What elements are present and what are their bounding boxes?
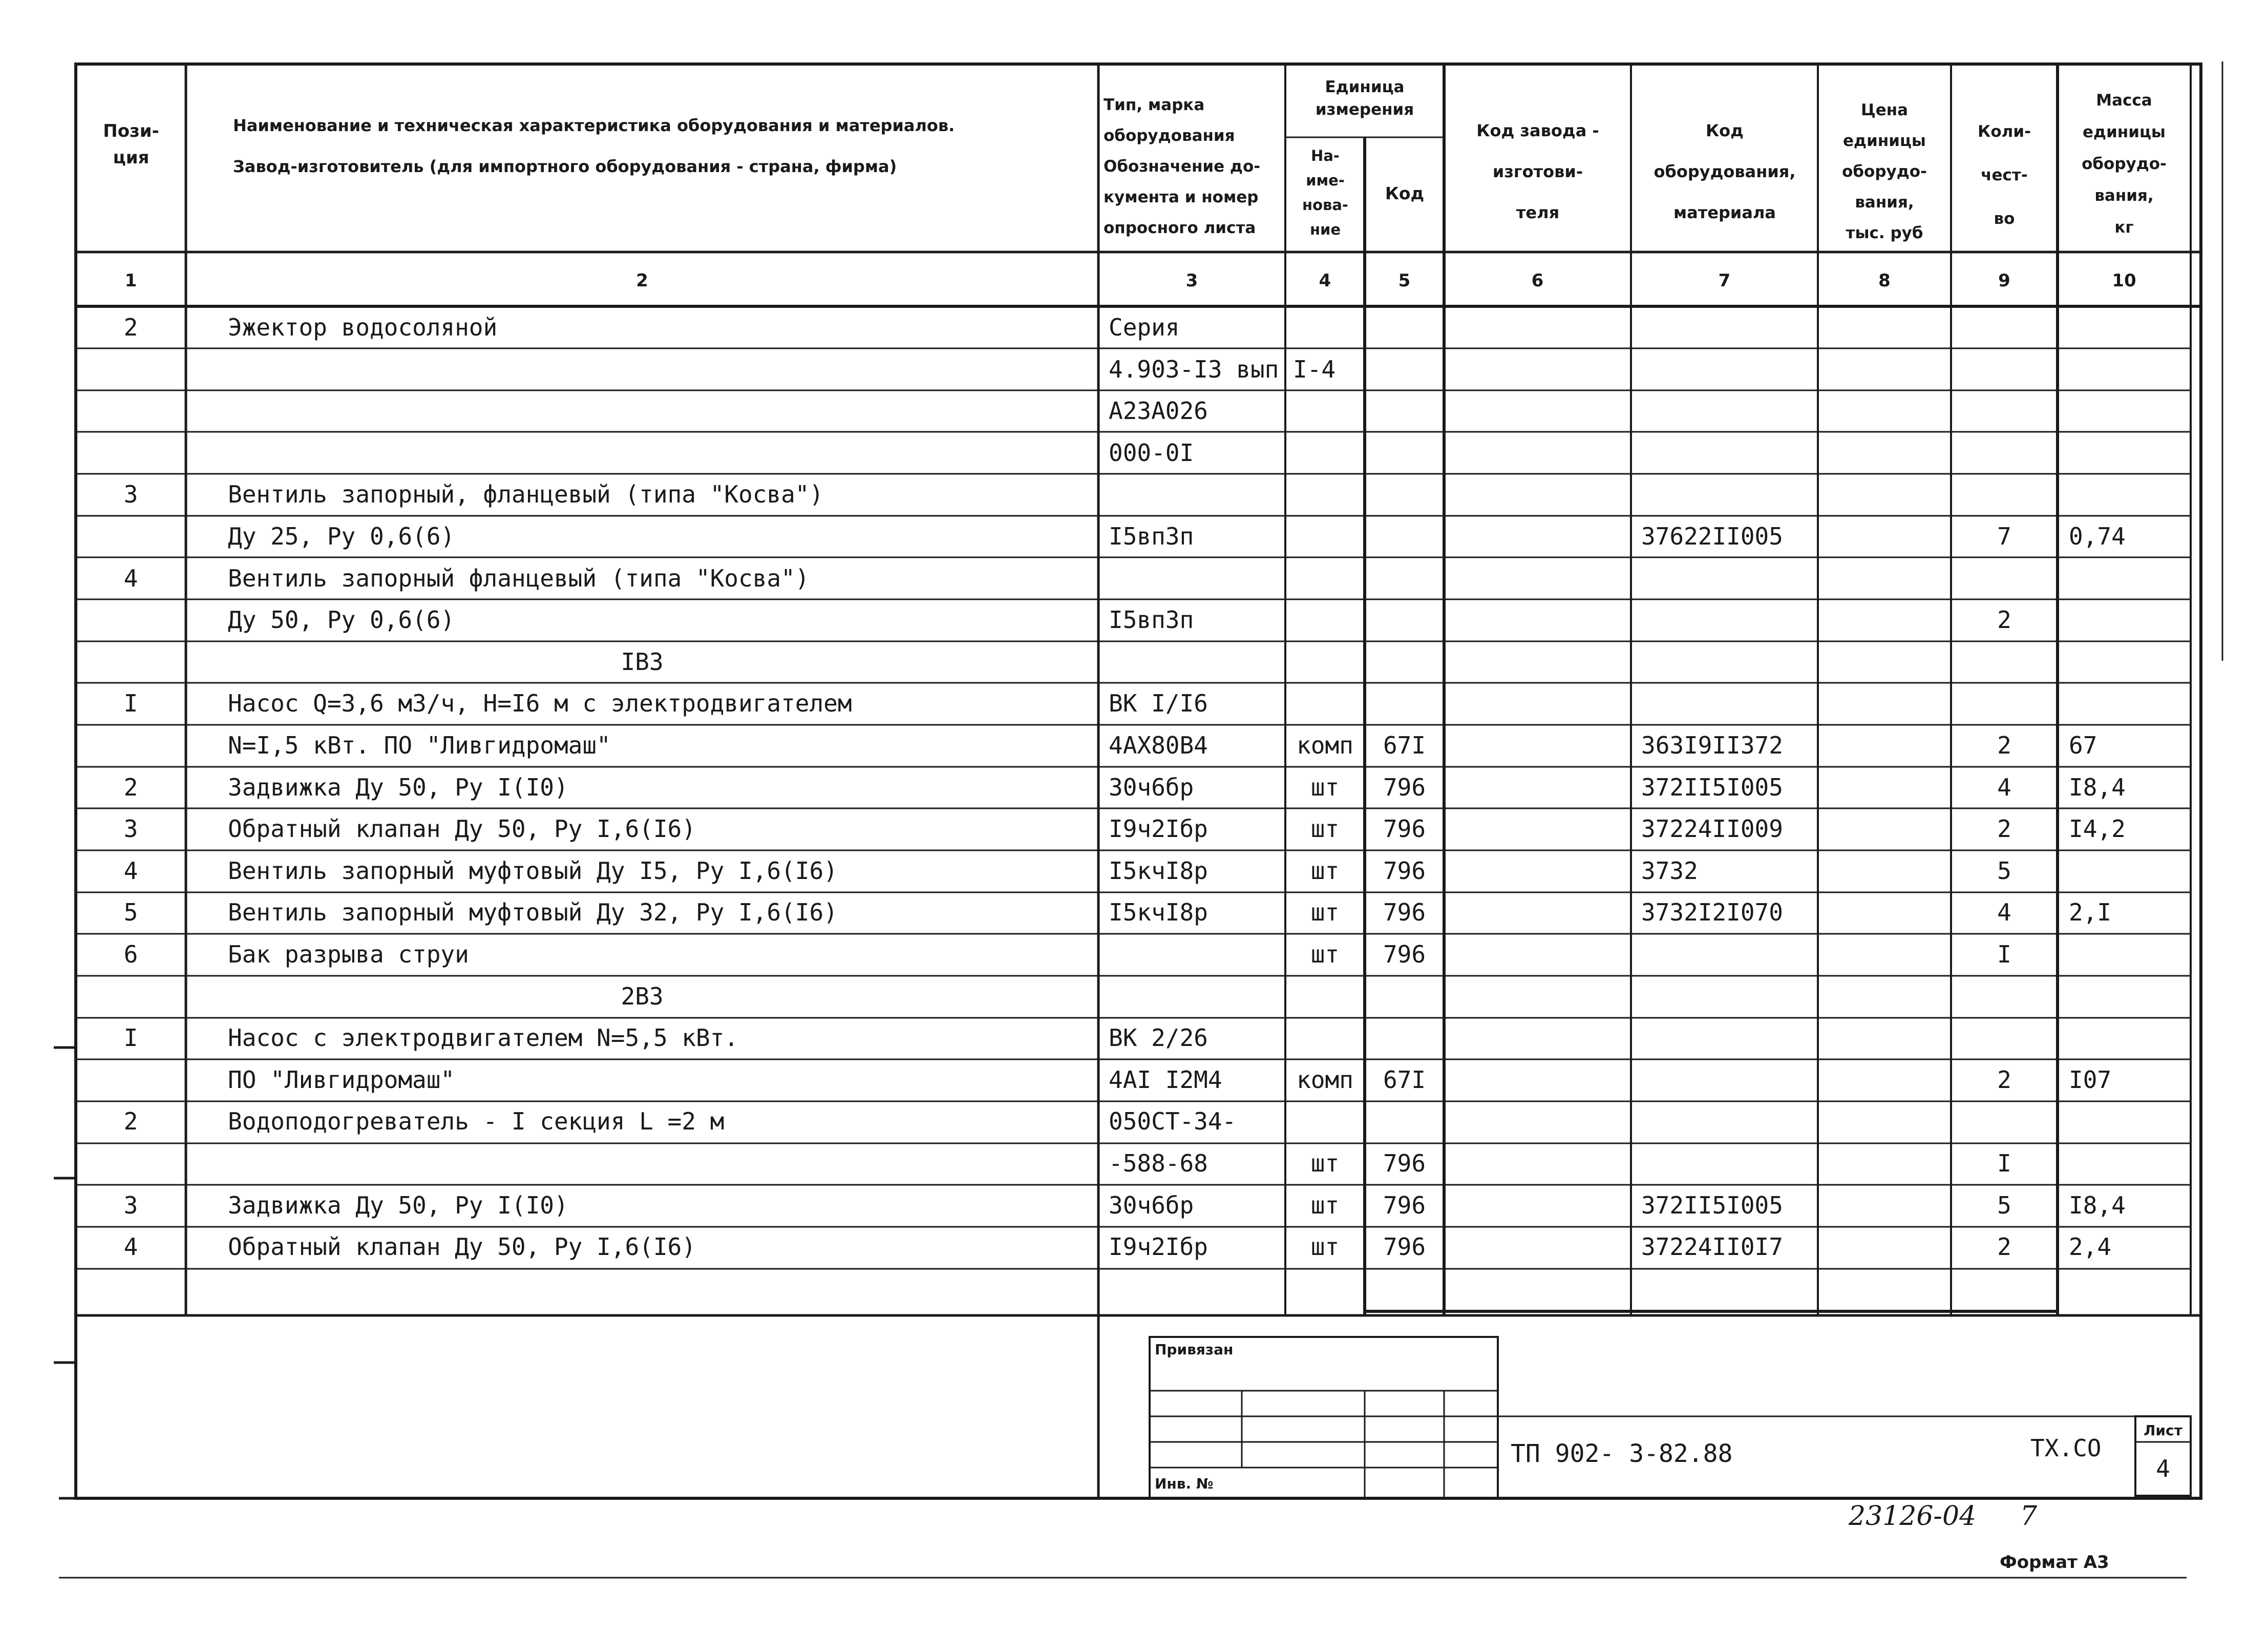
header-equipment-line: оборудования,: [1654, 162, 1796, 181]
cell-quantity: 2: [1997, 815, 2011, 843]
cell-type: 30ч6бр: [1109, 1191, 1194, 1219]
handwritten-note: 23126-04: [1849, 1501, 1977, 1532]
header-price-line: единицы: [1843, 132, 1926, 150]
cell-name: Ду 25, Ру 0,6(6): [228, 522, 455, 550]
cell-unit: комп: [1297, 1065, 1353, 1094]
cell-type: 000-0I: [1109, 438, 1194, 467]
cell-equipment-code: 372II5I005: [1641, 773, 1783, 801]
header-quantity-line: Коли-: [1978, 122, 2031, 141]
cell-position: 4: [123, 1233, 138, 1261]
header-type-line: Тип, марка: [1104, 96, 1205, 114]
cell-name: Насос Q=3,6 м3/ч, Н=I6 м с электродвигателем: [228, 689, 852, 718]
cell-name: Задвижка Ду 50, Ру I(I0): [228, 1191, 568, 1219]
cell-unit-code: 796: [1383, 898, 1426, 927]
cell-unit: шт: [1310, 773, 1340, 801]
header-type-line: кумента и номер: [1104, 188, 1259, 206]
col-number: 3: [1185, 270, 1198, 291]
cell-position: 3: [123, 480, 138, 509]
cell-name: Вентиль запорный, фланцевый (типа "Косва"): [228, 480, 824, 509]
header-mass-line: вания,: [2094, 186, 2154, 205]
cell-unit: шт: [1310, 856, 1340, 885]
cell-name: 2В3: [621, 982, 664, 1010]
cell-equipment-code: 363I9II372: [1641, 731, 1783, 759]
cell-equipment-code: 3732: [1641, 856, 1698, 885]
cell-unit: шт: [1310, 815, 1340, 843]
cell-name: Водоподогреватель - I секция L =2 м: [228, 1107, 725, 1136]
cell-type: А23А026: [1109, 397, 1208, 425]
cell-mass: I8,4: [2069, 1191, 2126, 1219]
cell-type: ВК 2/26: [1109, 1024, 1208, 1052]
cell-type: 4.903-I3 вып I-4: [1109, 355, 1336, 383]
cell-quantity: I: [1997, 1149, 2011, 1177]
cell-name: Обратный клапан Ду 50, Ру I,6(I6): [228, 1233, 696, 1261]
cell-unit-code: 67I: [1383, 731, 1426, 759]
header-price-line: тыс. руб: [1846, 224, 1923, 242]
cell-equipment-code: 372II5I005: [1641, 1191, 1783, 1219]
header-factory-line: изготови-: [1492, 162, 1583, 181]
cell-type: I5вп3п: [1109, 522, 1194, 550]
cell-equipment-code: 37622II005: [1641, 522, 1783, 550]
cell-position: 3: [123, 815, 138, 843]
header-type-line: опросного листа: [1104, 219, 1256, 237]
cell-unit-code: 796: [1383, 1149, 1426, 1177]
cell-unit-code: 796: [1383, 815, 1426, 843]
cell-unit: шт: [1310, 1149, 1340, 1177]
cell-name: Бак разрыва струи: [228, 940, 469, 968]
cell-type: 4АI I2М4: [1109, 1065, 1222, 1094]
cell-quantity: 5: [1997, 856, 2011, 885]
header-unit-name-line: ние: [1309, 221, 1341, 238]
cell-position: 4: [123, 564, 138, 592]
header-type-line: Обозначение до-: [1104, 157, 1261, 176]
header-quantity-line: чест-: [1981, 166, 2028, 184]
col-number: 10: [2112, 270, 2136, 291]
cell-name: Вентиль запорный фланцевый (типа "Косва"): [228, 564, 810, 592]
cell-mass: 67: [2069, 731, 2097, 759]
stamp-inv-label: Инв. №: [1155, 1475, 1214, 1492]
handwritten-number: 7: [2020, 1501, 2038, 1532]
header-unit-line: Единица: [1325, 78, 1405, 96]
cell-unit-code: 796: [1383, 1191, 1426, 1219]
header-unit-line: измерения: [1315, 100, 1414, 119]
cell-name: IВ3: [621, 647, 664, 676]
cell-position: 5: [123, 898, 138, 927]
col-number: 1: [124, 270, 137, 291]
cell-quantity: 4: [1997, 898, 2011, 927]
cell-position: I: [123, 689, 138, 718]
cell-position: 2: [123, 773, 138, 801]
cell-unit-code: 796: [1383, 940, 1426, 968]
col-number: 7: [1718, 270, 1731, 291]
header-unit-name-line: име-: [1306, 172, 1345, 189]
cell-unit: шт: [1310, 940, 1340, 968]
header-price-line: вания,: [1855, 193, 1914, 212]
doc-mark: ТХ.СО: [2030, 1434, 2102, 1462]
format-label: Формат А3: [2000, 1552, 2109, 1573]
cell-quantity: 2: [1997, 731, 2011, 759]
cell-position: 3: [123, 1191, 138, 1219]
cell-type: ВК I/I6: [1109, 689, 1208, 718]
header-mass-line: оборудо-: [2082, 155, 2167, 173]
header-price-line: Цена: [1860, 101, 1909, 119]
sheet-number: 4: [2156, 1455, 2170, 1482]
cell-mass: 2,4: [2069, 1233, 2112, 1261]
cell-name: ПО "Ливгидромаш": [228, 1065, 455, 1094]
cell-equipment-code: 37224II009: [1641, 815, 1783, 843]
col-number: 8: [1878, 270, 1891, 291]
cell-equipment-code: 3732I2I070: [1641, 898, 1783, 927]
cell-unit: шт: [1310, 1191, 1340, 1219]
cell-equipment-code: 37224II0I7: [1641, 1233, 1783, 1261]
cell-unit: шт: [1310, 1233, 1340, 1261]
cell-name: Обратный клапан Ду 50, Ру I,6(I6): [228, 815, 696, 843]
col-number: 9: [1998, 270, 2010, 291]
header-price-line: оборудо-: [1842, 162, 1927, 181]
cell-unit-code: 796: [1383, 1233, 1426, 1261]
cell-unit: комп: [1297, 731, 1353, 759]
cell-quantity: 4: [1997, 773, 2011, 801]
cell-name: Насос с электродвигателем N=5,5 кВт.: [228, 1024, 738, 1052]
cell-mass: 2,I: [2069, 898, 2112, 927]
cell-type: 30ч6бр: [1109, 773, 1194, 801]
stamp-tied-label: Привязан: [1155, 1341, 1234, 1358]
cell-name: Эжектор водосоляной: [228, 313, 498, 341]
cell-unit: шт: [1310, 898, 1340, 927]
cell-quantity: I: [1997, 940, 2011, 968]
header-factory-line: Код завода -: [1476, 121, 1599, 140]
header-unit-name-line: На-: [1311, 147, 1340, 164]
col-number: 2: [636, 270, 648, 291]
cell-type: I5вп3п: [1109, 606, 1194, 634]
header-factory-line: теля: [1516, 203, 1560, 222]
header-position-line: ция: [113, 148, 150, 168]
header-name-line2: Завод-изготовитель (для импортного оборудования - страна, фирма): [233, 157, 897, 176]
cell-unit-code: 67I: [1383, 1065, 1426, 1094]
cell-position: 6: [123, 940, 138, 968]
header-mass-line: кг: [2114, 218, 2134, 237]
header-unit-code: Код: [1385, 183, 1425, 203]
header-mass-line: Масса: [2096, 91, 2152, 110]
cell-type: Серия: [1109, 313, 1180, 341]
cell-name: Вентиль запорный муфтовый Ду 32, Ру I,6(I6): [228, 898, 838, 927]
cell-type: I5кчI8р: [1109, 898, 1208, 927]
header-quantity-line: во: [1994, 210, 2015, 228]
cell-mass: 0,74: [2069, 522, 2126, 550]
doc-code: ТП 902- 3-82.88: [1511, 1439, 1733, 1468]
col-number: 4: [1319, 270, 1331, 291]
cell-type: I9ч2Iбр: [1109, 1233, 1208, 1261]
cell-position: 2: [123, 313, 138, 341]
header-equipment-line: материала: [1673, 203, 1776, 222]
cell-quantity: 2: [1997, 606, 2011, 634]
cell-name: N=I,5 кВт. ПО "Ливгидромаш": [228, 731, 611, 759]
cell-type: -588-68: [1109, 1149, 1208, 1177]
header-equipment-line: Код: [1706, 121, 1744, 140]
cell-quantity: 2: [1997, 1233, 2011, 1261]
col-number: 5: [1398, 270, 1411, 291]
cell-name: Вентиль запорный муфтовый Ду I5, Ру I,6(I6): [228, 856, 838, 885]
cell-unit-code: 796: [1383, 773, 1426, 801]
header-position-line: Пози-: [103, 121, 159, 141]
cell-mass: I8,4: [2069, 773, 2126, 801]
cell-position: 4: [123, 856, 138, 885]
header-mass-line: единицы: [2083, 123, 2166, 141]
cell-type: I9ч2Iбр: [1109, 815, 1208, 843]
cell-mass: I07: [2069, 1065, 2112, 1094]
cell-quantity: 5: [1997, 1191, 2011, 1219]
header-name-line1: Наименование и техническая характеристика оборудования и материалов.: [233, 116, 955, 135]
cell-unit-code: 796: [1383, 856, 1426, 885]
header-unit-name-line: нова-: [1302, 196, 1348, 214]
cell-quantity: 2: [1997, 1065, 2011, 1094]
cell-type: 4АХ80В4: [1109, 731, 1208, 759]
cell-position: I: [123, 1024, 138, 1052]
cell-position: 2: [123, 1107, 138, 1136]
cell-name: Задвижка Ду 50, Ру I(I0): [228, 773, 568, 801]
cell-mass: I4,2: [2069, 815, 2126, 843]
cell-type: I5кчI8р: [1109, 856, 1208, 885]
cell-name: Ду 50, Ру 0,6(6): [228, 606, 455, 634]
cell-type: 050СТ-34-: [1109, 1107, 1237, 1136]
cell-quantity: 7: [1997, 522, 2011, 550]
sheet-label: Лист: [2144, 1422, 2182, 1439]
header-type-line: оборудования: [1104, 127, 1235, 145]
col-number: 6: [1531, 270, 1544, 291]
